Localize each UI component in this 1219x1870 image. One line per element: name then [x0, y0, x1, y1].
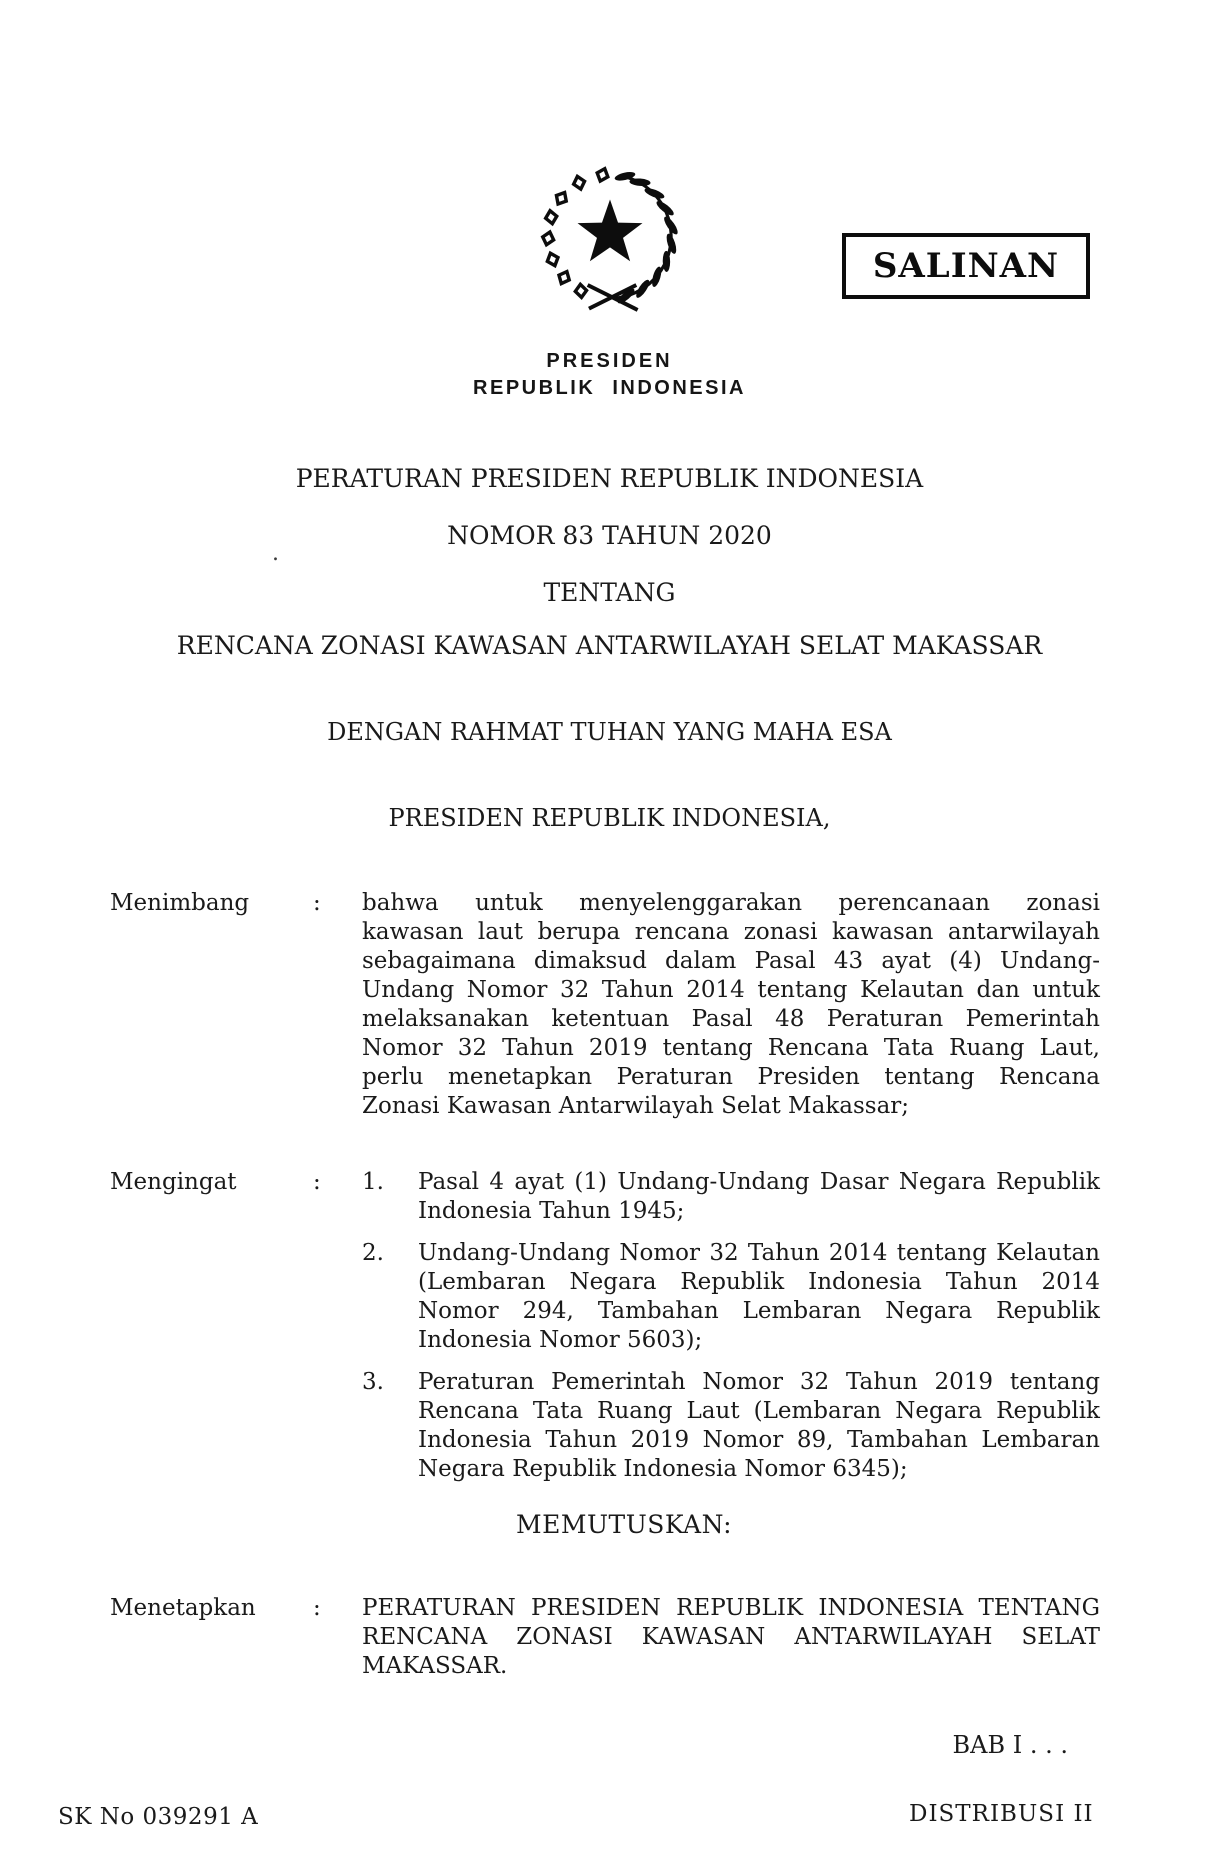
considering-line: Undang Nomor 32 Tahun 2014 tentang Kelautan dan untuk	[362, 977, 1100, 1003]
list-item-number: 3.	[362, 1369, 384, 1395]
enacting-line: MAKASSAR.	[362, 1653, 508, 1679]
list-item-line: Nomor 294, Tambahan Lembaran Negara Republik	[418, 1298, 1100, 1324]
regulation-number: NOMOR 83 TAHUN 2020	[447, 521, 772, 550]
list-item-line: Rencana Tata Ruang Laut (Lembaran Negara Republik	[418, 1398, 1100, 1424]
recalling-list	[362, 1168, 1100, 1484]
regulation-subject: RENCANA ZONASI KAWASAN ANTARWILAYAH SELAT MAKASSAR	[176, 631, 1043, 660]
list-item-number: 1.	[362, 1169, 384, 1195]
list-item-line: Undang-Undang Nomor 32 Tahun 2014 tentang Kelautan	[418, 1240, 1100, 1266]
list-item	[362, 1368, 1100, 1484]
list-item-line: Indonesia Tahun 2019 Nomor 89, Tambahan Lembaran	[418, 1427, 1100, 1453]
enacting-section	[110, 1594, 1100, 1681]
list-item	[362, 1239, 1100, 1355]
sk-number: SK No 039291 A	[58, 1804, 259, 1830]
considering-paragraph	[362, 889, 1100, 1121]
enacting-label: Menetapkan	[110, 1595, 256, 1621]
invocation-line: DENGAN RAHMAT TUHAN YANG MAHA ESA	[327, 718, 892, 746]
enacting-paragraph	[362, 1594, 1100, 1681]
enacting-line: RENCANA ZONASI KAWASAN ANTARWILAYAH SELAT	[362, 1624, 1100, 1650]
list-item-number: 2.	[362, 1240, 384, 1266]
salinan-stamp-label: SALINAN	[872, 246, 1060, 286]
considering-line: melaksanakan ketentuan Pasal 48 Peraturan Pemerintah	[362, 1006, 1100, 1032]
list-item-line: Peraturan Pemerintah Nomor 32 Tahun 2019 tentang	[418, 1369, 1100, 1395]
list-item-line: Indonesia Tahun 1945;	[418, 1198, 685, 1224]
enacting-line: PERATURAN PRESIDEN REPUBLIK INDONESIA TENTANG	[362, 1595, 1100, 1621]
deciding-heading: MEMUTUSKAN:	[516, 1510, 733, 1539]
list-item-text	[418, 1368, 1100, 1484]
regulation-title: PERATURAN PRESIDEN REPUBLIK INDONESIA	[295, 464, 924, 493]
considering-line: bahwa untuk menyelenggarakan perencanaan zonasi	[362, 890, 1100, 916]
recalling-section	[110, 1168, 1100, 1484]
letterhead-presiden: PRESIDEN	[546, 350, 673, 372]
salinan-stamp	[842, 233, 1090, 299]
considering-line: kawasan laut berupa rencana zonasi kawasan antarwilayah	[362, 919, 1100, 945]
enacting-colon: :	[313, 1595, 321, 1621]
list-item-line: Indonesia Nomor 5603);	[418, 1327, 703, 1353]
considering-line: perlu menetapkan Peraturan Presiden tentang Rencana	[362, 1064, 1100, 1090]
tentang-label: TENTANG	[543, 578, 676, 607]
list-item-text	[418, 1168, 1100, 1226]
distribution-mark: DISTRIBUSI II	[909, 1801, 1094, 1827]
considering-colon: :	[313, 890, 321, 916]
continuation-mark: BAB I . . .	[952, 1731, 1068, 1759]
recalling-colon: :	[313, 1169, 321, 1195]
list-item-line: Negara Republik Indonesia Nomor 6345);	[418, 1456, 908, 1482]
letterhead-republik-indonesia: REPUBLIK INDONESIA	[473, 377, 746, 399]
recalling-label: Mengingat	[110, 1169, 237, 1195]
considering-label: Menimbang	[110, 890, 250, 916]
authority-line: PRESIDEN REPUBLIK INDONESIA,	[388, 804, 831, 832]
considering-line: Nomor 32 Tahun 2019 tentang Rencana Tata Ruang Laut,	[362, 1035, 1100, 1061]
list-item-text	[418, 1239, 1100, 1355]
considering-line: Zonasi Kawasan Antarwilayah Selat Makassar;	[362, 1093, 910, 1119]
considering-section	[110, 889, 1100, 1121]
list-item-line: Pasal 4 ayat (1) Undang-Undang Dasar Negara Republik	[418, 1169, 1100, 1195]
scan-artifact-dot: .	[272, 541, 279, 566]
list-item	[362, 1168, 1100, 1226]
list-item-line: (Lembaran Negara Republik Indonesia Tahun 2014	[418, 1269, 1100, 1295]
considering-line: sebagaimana dimaksud dalam Pasal 43 ayat (4) Undang-	[362, 948, 1100, 974]
